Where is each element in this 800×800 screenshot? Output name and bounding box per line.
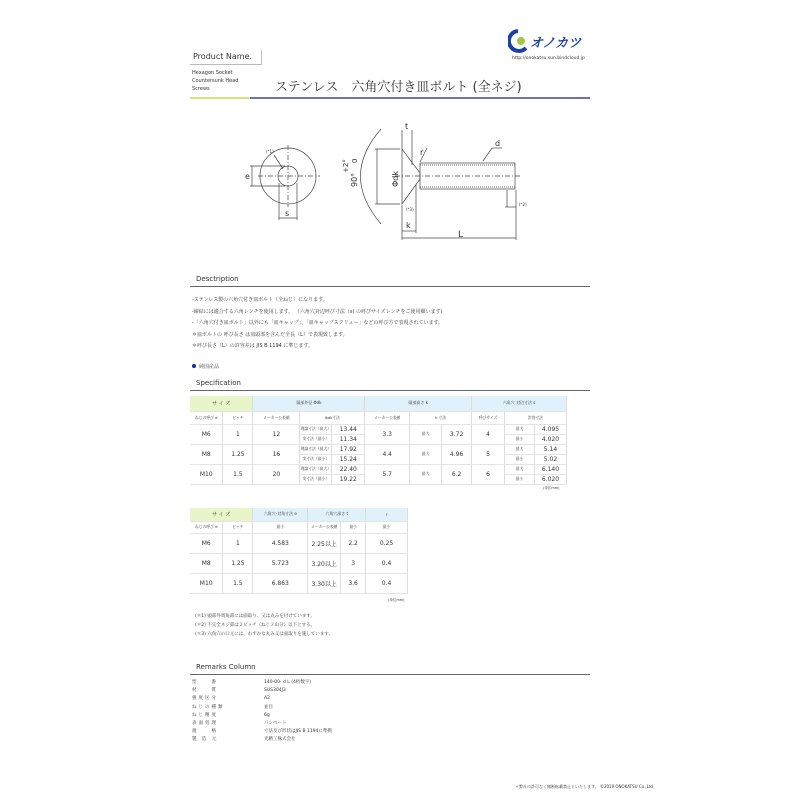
- label-note1: (*1): [266, 149, 274, 154]
- cell-pitch: 1: [223, 533, 253, 553]
- cell-k: 4.96: [442, 444, 472, 464]
- header-dk-dim: Φdk寸法: [300, 411, 365, 424]
- cell-label: 最大: [505, 424, 535, 434]
- description-line: -ステンレス製の六角穴付き皿ボルト（全ねじ）になります。: [192, 297, 328, 303]
- cell-s-call: 4: [472, 424, 505, 444]
- cell-label: 理論寸法（最大）: [300, 464, 332, 474]
- label-note2: (*2): [519, 202, 527, 207]
- cell-s-min: 4.020: [534, 434, 566, 444]
- label-t: t: [405, 122, 409, 131]
- divider: [190, 97, 250, 99]
- english-name-line: Countersunk Head: [192, 78, 239, 84]
- label-s: s: [285, 209, 290, 218]
- cell-size: M10: [190, 464, 223, 484]
- cell-size: M6: [190, 533, 223, 553]
- svg-text:オノカツ: オノカツ: [530, 36, 582, 51]
- cell-label: 最大: [505, 444, 535, 454]
- description-text: [192, 295, 443, 373]
- cell-e: 4.583: [253, 533, 308, 553]
- cell-label: 最小: [505, 434, 535, 444]
- cell-label: 最大: [410, 444, 442, 464]
- cell-t: 3.6: [341, 573, 366, 593]
- note: (＊2) 不完全ネジ部は２ピッチ（ねじ２山分）以下とする。: [195, 623, 316, 628]
- label-k: k: [406, 221, 411, 230]
- footer-copyright: ＊弊社の許可なく無断転載禁止といたします。 ©2019 ONOKATSU Co.,Ltd: [515, 784, 653, 789]
- table-row: [190, 573, 408, 593]
- cell-dk-max: 13.44: [332, 424, 365, 434]
- cell-size: M10: [190, 573, 223, 593]
- cell-dk-maker: 20: [253, 464, 300, 484]
- header-maker: メーカー公表値: [365, 411, 410, 424]
- cell-k-maker: 4.4: [365, 444, 410, 464]
- description-line: ＊皿ボルトの 呼び長さ は皿頭部を含んだ全長（L）で表現致します。: [192, 331, 348, 338]
- cell-label: 最大: [410, 424, 442, 444]
- table-row: [190, 533, 408, 553]
- remark-key: ねじ精度: [192, 712, 218, 718]
- cell-dk-maker: 16: [253, 444, 300, 464]
- header-nominal: ねじの呼び d: [190, 521, 223, 533]
- cell-label: 実寸法（最小）: [300, 434, 332, 444]
- divider: [190, 286, 590, 287]
- remark-row: [192, 687, 332, 695]
- remark-row: [192, 720, 332, 728]
- header-pitch: ピッチ: [223, 411, 253, 424]
- divider: [250, 97, 590, 99]
- cell-dk-min: 15.24: [332, 454, 365, 464]
- remark-value: パシベート: [264, 721, 287, 727]
- remark-row: [192, 704, 332, 712]
- cell-dk-min: 11.34: [332, 434, 365, 444]
- cell-r: 0.25: [366, 533, 408, 553]
- header-e: 六角穴-対角寸法 e: [253, 508, 308, 521]
- cell-size: M8: [190, 553, 223, 573]
- technical-drawing: [230, 115, 530, 255]
- table-row: [190, 553, 408, 573]
- header-r-min: 最小: [366, 521, 408, 533]
- remark-row: [192, 728, 332, 736]
- cell-size: M8: [190, 444, 223, 464]
- cell-dk-min: 19.22: [332, 474, 365, 484]
- header-nominal: ねじの呼び d: [190, 411, 223, 424]
- remark-row: [192, 679, 332, 687]
- cell-r: 0.4: [366, 553, 408, 573]
- cell-dk-maker: 12: [253, 424, 300, 444]
- remark-row: [192, 695, 332, 703]
- header-k-dim: k 寸法: [410, 411, 472, 424]
- label-e: e: [245, 172, 250, 181]
- remark-value: A2: [264, 696, 270, 702]
- label-tol-zero: 0: [351, 158, 359, 163]
- remark-key: 製 造 元: [192, 737, 219, 743]
- remark-key: 表面処理: [192, 721, 218, 727]
- description-line: -「六角穴付き皿ボルト」以外にも「皿キャップ」、「皿キャップスクリュー」などの呼び方で表現されています。: [192, 320, 444, 326]
- label-tol-plus: +2°: [342, 159, 350, 173]
- remark-key: 材 質: [192, 688, 218, 694]
- cell-t_maker: 3.30以上: [308, 573, 341, 593]
- english-name-line: Hexagon Socket: [192, 70, 233, 76]
- cell-label: 理論寸法（最大）: [300, 424, 332, 434]
- cell-dk-max: 22.40: [332, 464, 365, 474]
- cell-s-min: 6.020: [534, 474, 566, 484]
- header-tol: 許容寸法: [505, 411, 567, 424]
- remarks-heading: Remarks Column: [196, 663, 256, 671]
- label-note3: (*3): [406, 207, 414, 212]
- remark-value: 寸法及び形状はJIS B 1194に準拠: [264, 729, 332, 735]
- cell-pitch: 1: [223, 424, 253, 444]
- cell-label: 最大: [505, 464, 535, 474]
- header-pitch: ピッチ: [223, 521, 253, 533]
- note: (＊3) 六角穴の口元には、わずかな丸み又は面取りを施しています。: [195, 632, 333, 637]
- header-t-maker: メーカー公表値: [308, 521, 341, 533]
- cell-label: 実寸法（最小）: [300, 454, 332, 464]
- company-url[interactable]: http://onokatsu.sun.bindcloud.jp: [512, 56, 585, 61]
- label-dk: Φdk: [391, 170, 400, 187]
- cell-s-call: 5: [472, 444, 505, 464]
- cell-label: 最小: [505, 474, 535, 484]
- note: (＊1) 頭部外周角部には面取り、又は丸みを付けています。: [195, 614, 315, 619]
- remark-row: [192, 736, 332, 744]
- unit-note: (単位mm): [543, 486, 560, 490]
- cell-label: 最小: [505, 454, 535, 464]
- header-size: サ イ ズ: [190, 396, 253, 411]
- cell-pitch: 1.5: [223, 573, 253, 593]
- cell-k-maker: 5.7: [365, 464, 410, 484]
- cell-s-call: 6: [472, 464, 505, 484]
- description-line: ＊呼び長さ（L）の許容差は JIS B 1194 に準じます。: [192, 343, 314, 349]
- remark-value: 6g: [264, 712, 270, 718]
- cell-s-max: 4.095: [534, 424, 566, 434]
- remark-value: 並目: [264, 704, 273, 710]
- cell-label: 実寸法（最小）: [300, 474, 332, 484]
- page-title: ステンレス 六角穴付き皿ボルト (全ネジ): [275, 80, 522, 95]
- header-maker: メーカー公表値: [253, 411, 300, 424]
- english-name: [192, 69, 238, 93]
- header-call: 呼びサイズ: [472, 411, 505, 424]
- cell-e: 6.863: [253, 573, 308, 593]
- header-s: 六角穴 対辺寸法 s: [472, 396, 567, 411]
- spec-notes: [195, 612, 333, 639]
- cell-label: 理論寸法（最大）: [300, 444, 332, 454]
- divider: [190, 674, 590, 675]
- remark-key: 規 格: [192, 729, 218, 735]
- cell-t: 3: [341, 553, 366, 573]
- cell-s-max: 6.140: [534, 464, 566, 474]
- header-t: 六角穴深さ t: [308, 508, 366, 521]
- origin-text: 純国産品: [199, 363, 220, 370]
- cell-k-maker: 3.3: [365, 424, 410, 444]
- spec-table-1: [190, 396, 567, 485]
- cell-pitch: 1.5: [223, 464, 253, 484]
- label-angle: 90°: [350, 172, 359, 187]
- header-dk: 頭部外径 Φdk: [253, 396, 365, 411]
- remark-value: SUS304J3: [264, 688, 286, 694]
- cell-r: 0.4: [366, 573, 408, 593]
- cell-k: 3.72: [442, 424, 472, 444]
- cell-dk-max: 17.92: [332, 444, 365, 454]
- cell-k: 6.2: [442, 464, 472, 484]
- label-d: d: [495, 139, 501, 148]
- spec-table-2: [190, 508, 408, 594]
- description-line: -締結には適合する六角レンチを使用します。 （六角穴対辺呼び寸法（s) の呼びサイズレンチをご使用願います): [192, 308, 443, 315]
- remark-key: 型 番: [192, 680, 218, 685]
- label-L: L: [458, 230, 464, 240]
- cell-e: 5.723: [253, 553, 308, 573]
- header-r: r: [366, 508, 408, 521]
- remark-value: 光精工株式会社: [264, 737, 296, 743]
- table-row: [190, 444, 567, 454]
- unit-note: (単位mm): [388, 598, 405, 602]
- cell-s-min: 5.02: [534, 454, 566, 464]
- cell-pitch: 1.25: [223, 553, 253, 573]
- bullet-icon: [192, 364, 196, 368]
- table-row: [190, 424, 567, 434]
- specification-heading: Specification: [196, 379, 241, 387]
- header-k: 頭部高さ k: [365, 396, 472, 411]
- table-row: [190, 464, 567, 474]
- header-t-min: 最小: [341, 521, 366, 533]
- english-name-line: Screws: [192, 86, 210, 92]
- remark-key: 強度区分: [192, 696, 218, 702]
- cell-pitch: 1.25: [223, 444, 253, 464]
- label-r: r: [420, 148, 424, 157]
- remark-value: 140-00- d L (4桁数字): [264, 680, 312, 685]
- header-e-min: 最小: [253, 521, 308, 533]
- cell-s-max: 5.14: [534, 444, 566, 454]
- origin-badge: [192, 362, 443, 374]
- remark-key: ねじの種類: [192, 704, 225, 710]
- remarks-list: [192, 679, 332, 745]
- company-logo: [508, 28, 588, 58]
- remark-row: [192, 712, 332, 720]
- description-heading: Desctription: [196, 275, 239, 283]
- cell-size: M6: [190, 424, 223, 444]
- cell-t_maker: 3.20以上: [308, 553, 341, 573]
- cell-t: 2.2: [341, 533, 366, 553]
- header-size: サ イ ズ: [190, 508, 253, 521]
- cell-label: 最大: [410, 464, 442, 484]
- divider: [190, 390, 590, 391]
- product-name-label: Product Name.: [190, 50, 262, 65]
- cell-t_maker: 2.25以上: [308, 533, 341, 553]
